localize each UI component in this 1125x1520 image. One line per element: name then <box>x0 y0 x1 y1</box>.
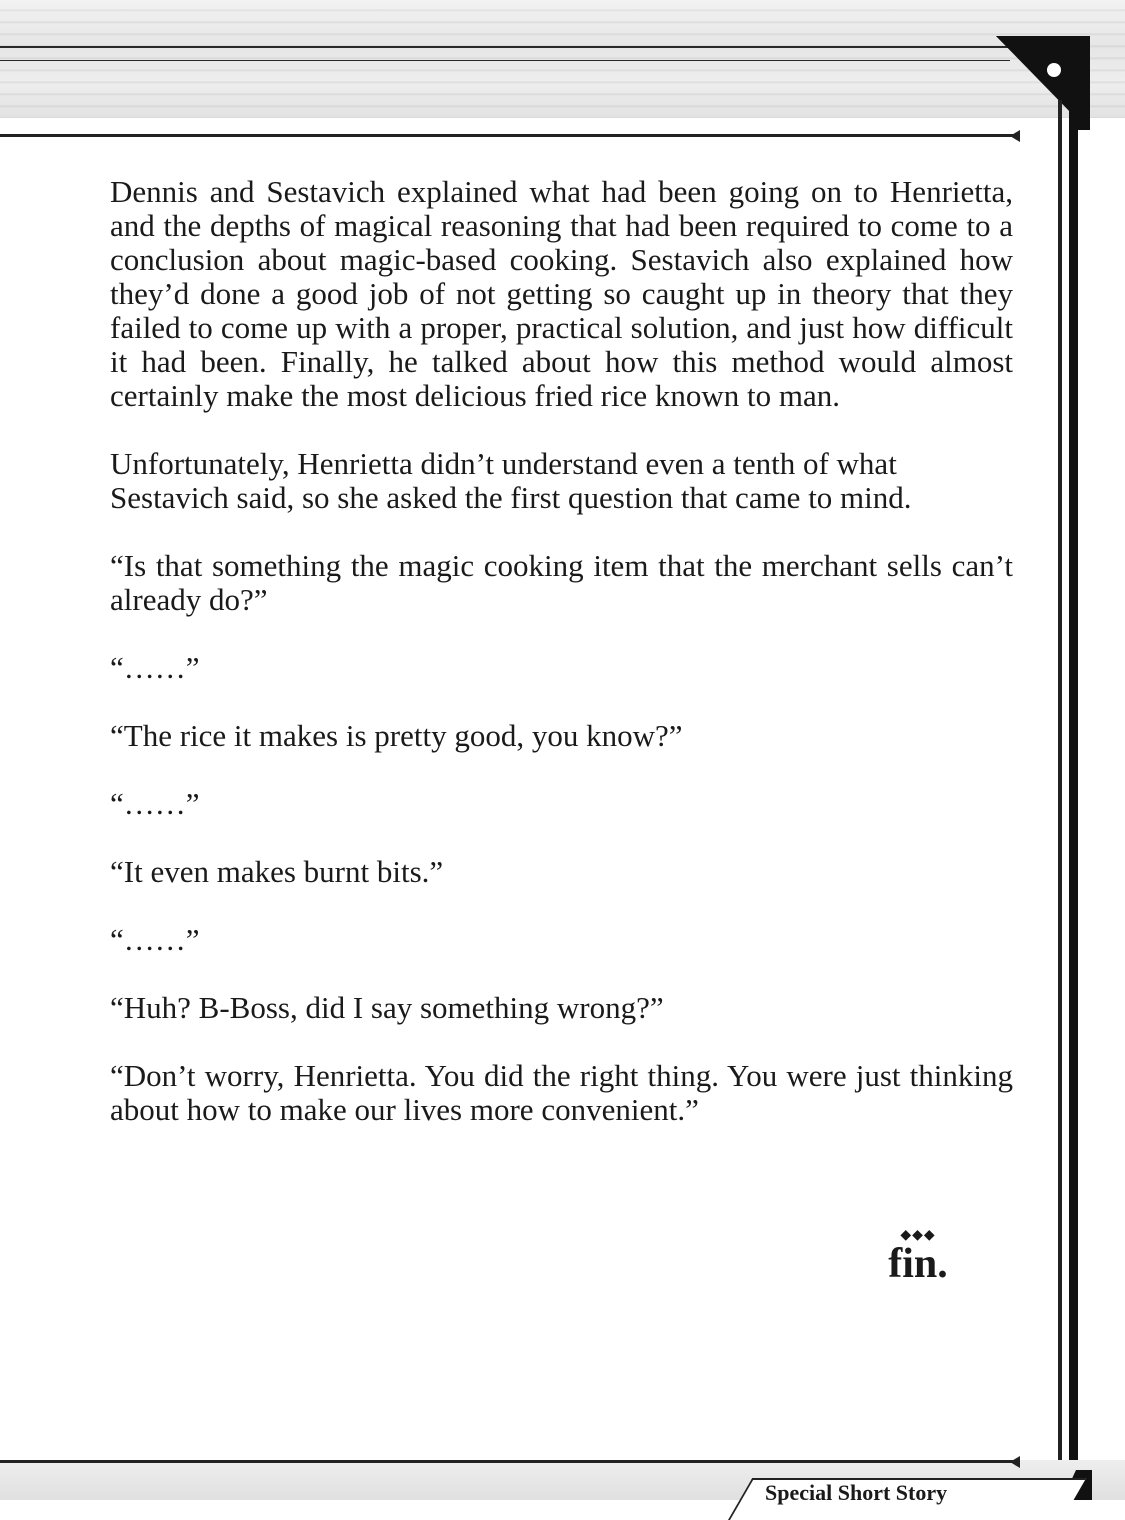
frame-side-bar-thick <box>1069 100 1078 1500</box>
frame-rule-bottom <box>0 1460 1018 1463</box>
dialogue-line: “Don’t worry, Henrietta. You did the right thing. You were just thinking about how to make our lives more convenient.” <box>110 1058 1013 1127</box>
dialogue-line: “……” <box>110 922 200 957</box>
paragraph: Unfortunately, Henrietta didn’t understand even a tenth of what Sestavich said, so she asked the first question that came to mind. <box>110 446 912 515</box>
footer-tab-label: Special Short Story <box>765 1480 948 1505</box>
frame-arrow-bottom <box>1010 1456 1020 1468</box>
diamond-ornament-icon: ◆◆◆ <box>900 1227 936 1243</box>
dialogue-line: “It even makes burnt bits.” <box>110 854 444 889</box>
fin-label: fin. <box>888 1241 948 1287</box>
frame-arrow-top <box>1010 130 1020 142</box>
dialogue-line: “Huh? B-Boss, did I say something wrong?” <box>110 990 664 1025</box>
paragraph: Dennis and Sestavich explained what had been going on to Henrietta, and the depths of magical reasoning that had been required to come to a conclusion about magic-based cooking. Sestavich also explained how they’d done a good job of not getting so caught up in theory that they failed to come up with a proper, practical solution, and just how difficult it had been. Finally, he talked about how this method would almost certainly make the most delicious fried rice known to man. <box>110 174 1013 413</box>
dialogue-line: “……” <box>110 650 200 685</box>
dialogue-line: “……” <box>110 786 200 821</box>
dialogue-line: “Is that something the magic cooking item that the merchant sells can’t already do?” <box>110 548 1013 617</box>
ending-mark <box>878 1228 958 1286</box>
wood-grain-line <box>0 46 1010 48</box>
wood-grain-line <box>0 60 1010 61</box>
frame-rule-top <box>0 134 1018 137</box>
story-text <box>110 175 1013 1161</box>
wood-header-band <box>0 0 1125 118</box>
dialogue-line: “The rice it makes is pretty good, you know?” <box>110 718 683 753</box>
frame-side-bar <box>1058 100 1062 1500</box>
